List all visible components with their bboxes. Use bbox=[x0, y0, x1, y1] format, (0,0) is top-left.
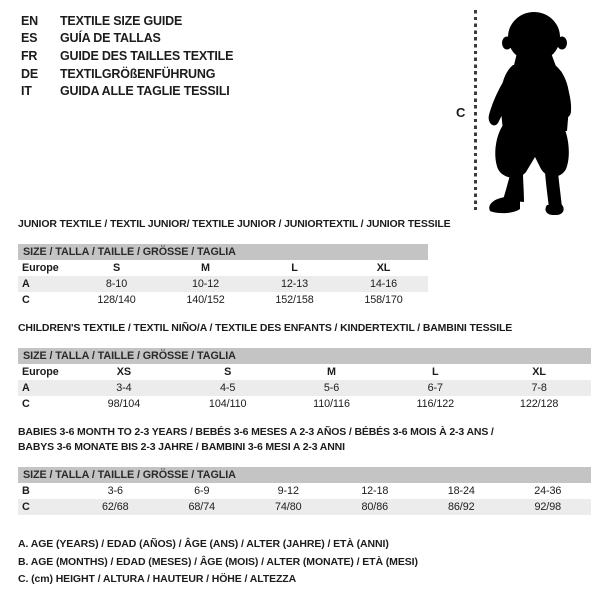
table-row bbox=[18, 364, 591, 380]
language-row bbox=[21, 47, 233, 65]
language-code: ES bbox=[21, 31, 38, 46]
table-cell: 7-8 bbox=[531, 382, 547, 394]
silhouette-ear-right bbox=[557, 37, 567, 50]
section-title: JUNIOR TEXTILE / TEXTIL JUNIOR/ TEXTILE JUNIOR / JUNIORTEXTIL / JUNIOR TESSILE bbox=[18, 218, 451, 230]
table-cell: 4-5 bbox=[220, 382, 236, 394]
table-cell: L bbox=[291, 262, 298, 274]
measurement-note: C. (cm) HEIGHT / ALTURA / HAUTEUR / HÖHE / ALTEZZA bbox=[18, 573, 297, 585]
table-cell: 98/104 bbox=[107, 398, 141, 410]
table-cell: XS bbox=[116, 366, 131, 378]
table-cell: 116/122 bbox=[416, 398, 455, 410]
table-cell: 9-12 bbox=[277, 485, 299, 497]
table-cell: L bbox=[432, 366, 439, 378]
section-title: BABIES 3-6 MONTH TO 2-3 YEARS / BEBÉS 3-6 MESES A 2-3 AÑOS / BÉBÉS 3-6 MOIS À 2-3 ANS / bbox=[18, 426, 494, 438]
table-cell: 110/116 bbox=[313, 398, 350, 410]
table-cell: M bbox=[327, 366, 336, 378]
row-label: A bbox=[22, 382, 30, 394]
language-code: DE bbox=[21, 66, 38, 81]
silhouette-shorts bbox=[495, 125, 569, 178]
language-code: FR bbox=[21, 48, 38, 63]
section-babies-textile bbox=[18, 425, 591, 515]
measurement-note: B. AGE (MONTHS) / EDAD (MESES) / ÂGE (MOIS) / ALTER (MONATE) / ETÀ (MESI) bbox=[18, 555, 418, 568]
row-label: C bbox=[22, 501, 30, 513]
table-cell: M bbox=[201, 262, 210, 274]
table-cell: S bbox=[112, 262, 121, 274]
row-label: B bbox=[22, 485, 30, 497]
section-title-line2: BABYS 3-6 MONATE BIS 2-3 JAHRE / BAMBINI 3-6 MESI A 2-3 ANNI bbox=[18, 441, 345, 453]
table-cell: 122/128 bbox=[519, 398, 559, 410]
table-cell: XL bbox=[376, 262, 391, 274]
table-cell: 68/74 bbox=[188, 501, 216, 513]
table-cell: 74/80 bbox=[274, 501, 302, 513]
table-cell: 14-16 bbox=[369, 278, 398, 290]
table-cell: S bbox=[224, 366, 232, 378]
table-row bbox=[18, 292, 428, 308]
language-code: IT bbox=[21, 84, 32, 99]
silhouette-leg-right bbox=[545, 172, 562, 208]
size-table-junior bbox=[18, 244, 428, 308]
table-cell: 18-24 bbox=[447, 485, 475, 497]
table-cell: 104/110 bbox=[208, 398, 247, 410]
table-row bbox=[18, 396, 591, 412]
table-cell: 158/170 bbox=[364, 294, 403, 306]
silhouette-foot-right bbox=[545, 204, 563, 215]
language-row bbox=[21, 65, 233, 83]
section-junior-textile bbox=[18, 217, 451, 308]
row-label: Europe bbox=[22, 366, 59, 378]
row-label: C bbox=[22, 398, 30, 410]
table-cell: 62/68 bbox=[101, 501, 129, 513]
table-cell: 12-13 bbox=[280, 278, 309, 290]
table-cell: 152/158 bbox=[275, 294, 314, 306]
height-measure-label: C bbox=[456, 105, 466, 120]
row-label: Europe bbox=[22, 262, 59, 274]
table-cell: 5-6 bbox=[323, 382, 340, 394]
language-code: EN bbox=[21, 13, 38, 28]
table-row bbox=[18, 276, 428, 292]
baby-silhouette-image bbox=[487, 7, 589, 215]
measurement-note: A. AGE (YEARS) / EDAD (AÑOS) / ÂGE (ANS) / ALTER (JAHRE) / ETÀ (ANNI) bbox=[18, 538, 389, 550]
table-cell: XL bbox=[532, 366, 546, 378]
table-cell: 140/152 bbox=[186, 294, 225, 306]
language-row bbox=[21, 30, 233, 48]
section-childrens-textile bbox=[18, 321, 591, 412]
size-header-bar: SIZE / TALLA / TAILLE / GRÖSSE / TAGLIA bbox=[18, 244, 428, 260]
language-label: GUÍA DE TALLAS bbox=[60, 31, 161, 46]
row-label: A bbox=[22, 278, 30, 290]
language-label: GUIDE DES TAILLES TEXTILE bbox=[60, 48, 234, 63]
silhouette-ear-left bbox=[502, 37, 512, 50]
language-label: GUIDA ALLE TAGLIE TESSILI bbox=[60, 84, 230, 99]
row-label: C bbox=[22, 294, 30, 306]
table-cell: 86/92 bbox=[447, 501, 475, 513]
silhouette-foot-left bbox=[489, 197, 520, 213]
table-cell: 3-4 bbox=[116, 382, 132, 394]
table-cell: 8-10 bbox=[105, 278, 128, 290]
table-cell: 6-7 bbox=[427, 382, 443, 394]
table-cell: 12-18 bbox=[361, 485, 389, 497]
table-row bbox=[18, 483, 591, 499]
size-table-babies bbox=[18, 467, 591, 515]
section-title: CHILDREN'S TEXTILE / TEXTIL NIÑO/A / TEXTILE DES ENFANTS / KINDERTEXTIL / BAMBINI TESSILE bbox=[18, 322, 513, 334]
size-header-bar: SIZE / TALLA / TAILLE / GRÖSSE / TAGLIA bbox=[18, 467, 591, 483]
table-cell: 10-12 bbox=[191, 278, 220, 290]
language-row bbox=[21, 12, 233, 30]
table-cell: 24-36 bbox=[534, 485, 562, 497]
measurement-notes bbox=[18, 536, 418, 589]
language-list bbox=[21, 12, 233, 100]
table-row bbox=[18, 499, 591, 515]
table-row bbox=[18, 380, 591, 396]
language-label: TEXTILGRÖßENFÜHRUNG bbox=[60, 66, 216, 81]
table-cell: 128/140 bbox=[97, 294, 136, 306]
size-table-children bbox=[18, 348, 591, 412]
table-cell: 3-6 bbox=[107, 485, 123, 497]
table-cell: 80/86 bbox=[361, 501, 389, 513]
table-row bbox=[18, 260, 428, 276]
size-header-bar: SIZE / TALLA / TAILLE / GRÖSSE / TAGLIA bbox=[18, 348, 591, 364]
language-row bbox=[21, 82, 233, 100]
table-cell: 92/98 bbox=[534, 501, 562, 513]
height-measure-line bbox=[474, 10, 477, 210]
table-cell: 6-9 bbox=[194, 485, 210, 497]
language-label: TEXTILE SIZE GUIDE bbox=[60, 13, 183, 28]
